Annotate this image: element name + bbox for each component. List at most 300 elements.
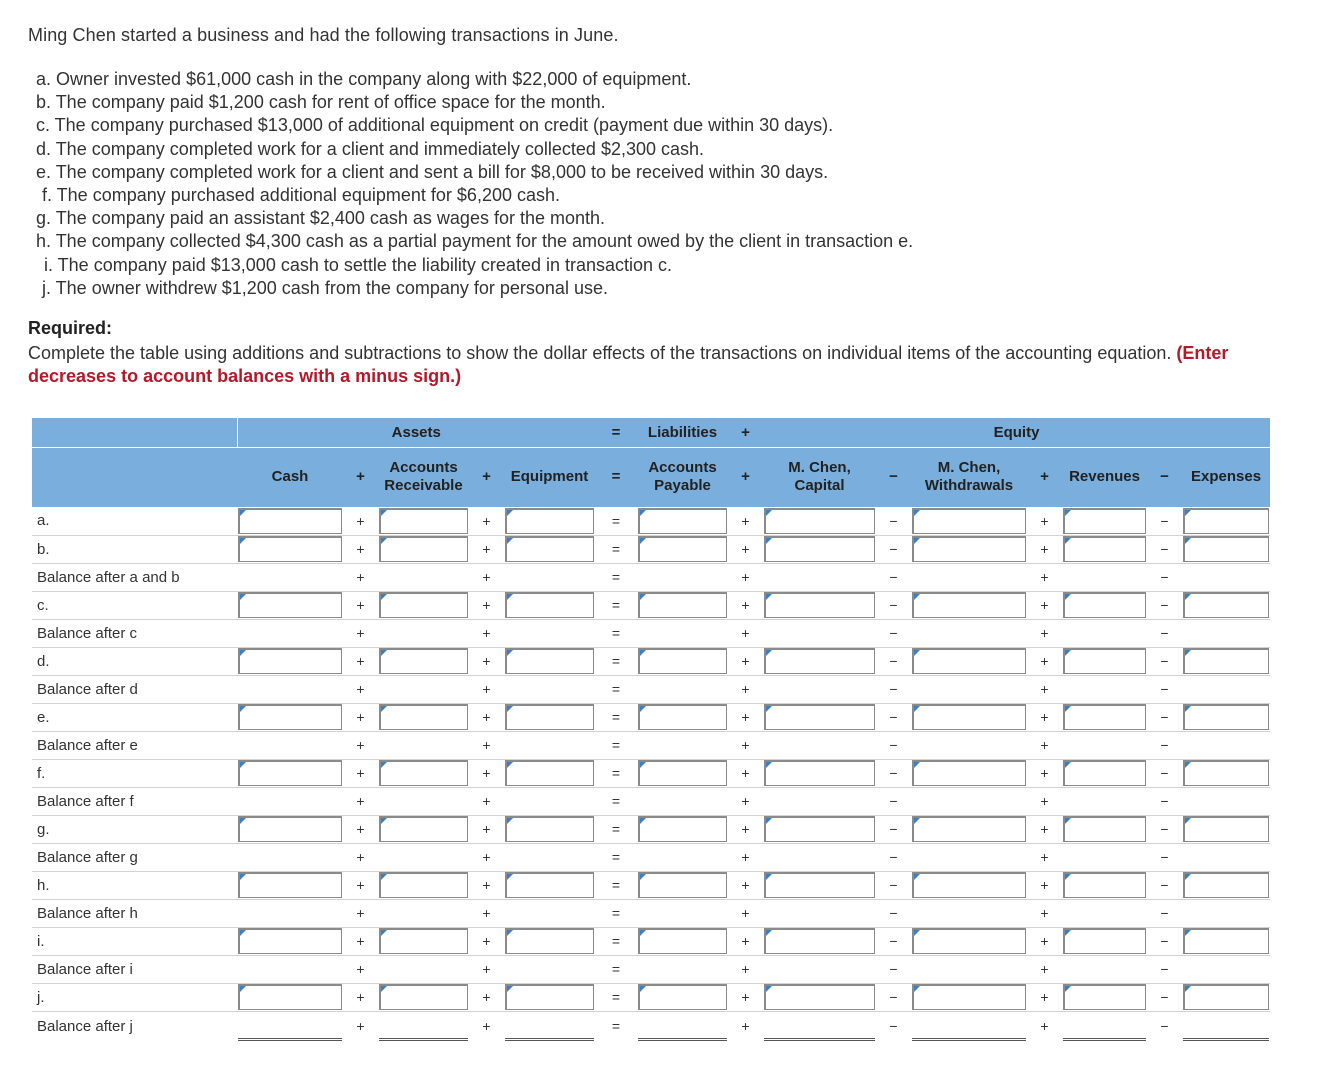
header-blank <box>32 418 237 447</box>
ap-cell <box>637 591 728 619</box>
equipment-input[interactable] <box>505 984 594 1010</box>
withdrawals-balance <box>912 788 1026 814</box>
expenses-input[interactable] <box>1183 536 1269 562</box>
equipment-cell <box>504 955 595 983</box>
expenses-input[interactable] <box>1183 816 1269 842</box>
assets-header: Assets <box>237 418 595 447</box>
ap-cell <box>637 927 728 955</box>
operator-symbol: + <box>1027 535 1062 563</box>
expenses-cell <box>1182 927 1270 955</box>
expenses-input[interactable] <box>1183 508 1269 534</box>
operator-symbol: + <box>469 675 504 703</box>
ar-balance <box>379 956 468 982</box>
operator-symbol: − <box>1147 983 1182 1011</box>
operator-symbol: = <box>595 899 637 927</box>
expenses-balance <box>1183 620 1269 646</box>
expenses-balance <box>1183 956 1269 982</box>
operator-symbol: = <box>595 927 637 955</box>
capital-input[interactable] <box>764 648 875 674</box>
capital-cell <box>763 983 876 1011</box>
operator-symbol: + <box>343 507 378 535</box>
revenues-balance <box>1063 956 1146 982</box>
operator-symbol: + <box>469 535 504 563</box>
row-label: c. <box>32 591 237 619</box>
capital-cell <box>763 535 876 563</box>
ap-balance <box>638 1012 727 1041</box>
capital-cell <box>763 731 876 759</box>
equipment-cell <box>504 787 595 815</box>
revenues-input[interactable] <box>1063 536 1146 562</box>
capital-cell <box>763 1011 876 1041</box>
withdrawals-input[interactable] <box>912 592 1026 618</box>
cash-input[interactable] <box>238 760 342 786</box>
transaction-list <box>36 68 913 300</box>
equipment-balance <box>505 1012 594 1041</box>
cash-balance <box>238 1012 342 1041</box>
ap-input[interactable] <box>638 592 727 618</box>
revenues-input[interactable] <box>1063 928 1146 954</box>
operator-symbol: = <box>595 983 637 1011</box>
withdrawals-input[interactable] <box>912 984 1026 1010</box>
operator-symbol: = <box>595 731 637 759</box>
operator-symbol: − <box>876 647 911 675</box>
operator-symbol: = <box>595 815 637 843</box>
ar-input[interactable] <box>379 648 468 674</box>
ar-input[interactable] <box>379 872 468 898</box>
ap-input[interactable] <box>638 816 727 842</box>
operator-symbol: + <box>728 843 763 871</box>
operator-symbol: + <box>343 927 378 955</box>
operator-symbol: − <box>876 787 911 815</box>
transaction-item: f. The company purchased additional equipment for $6,200 cash. <box>42 185 561 206</box>
equipment-input[interactable] <box>505 928 594 954</box>
withdrawals-input[interactable] <box>912 648 1026 674</box>
ap-input[interactable] <box>638 508 727 534</box>
operator-symbol: − <box>876 815 911 843</box>
operator-symbol: + <box>469 871 504 899</box>
operator-symbol: + <box>728 619 763 647</box>
row-label: Balance after g <box>32 843 237 871</box>
revenues-cell <box>1062 619 1147 647</box>
capital-cell <box>763 591 876 619</box>
revenues-cell <box>1062 759 1147 787</box>
expenses-cell <box>1182 619 1270 647</box>
expenses-cell <box>1182 535 1270 563</box>
operator-symbol: + <box>343 759 378 787</box>
equipment-input[interactable] <box>505 648 594 674</box>
row-label: Balance after d <box>32 675 237 703</box>
ar-cell <box>378 955 469 983</box>
revenues-balance <box>1063 900 1146 926</box>
revenues-cell <box>1062 563 1147 591</box>
operator-symbol: + <box>343 983 378 1011</box>
operator-symbol: + <box>469 759 504 787</box>
ar-header: Accounts Receivable <box>378 447 469 507</box>
revenues-cell <box>1062 591 1147 619</box>
equipment-cell <box>504 759 595 787</box>
operator-symbol: + <box>728 759 763 787</box>
operator-symbol: − <box>876 871 911 899</box>
withdrawals-cell <box>911 899 1027 927</box>
operator-symbol: + <box>469 619 504 647</box>
header-blank <box>32 447 237 507</box>
ar-cell <box>378 563 469 591</box>
ar-cell <box>378 619 469 647</box>
ap-input[interactable] <box>638 704 727 730</box>
operator-symbol: + <box>728 927 763 955</box>
withdrawals-input[interactable] <box>912 508 1026 534</box>
ap-balance <box>638 620 727 646</box>
cash-cell <box>237 1011 343 1041</box>
expenses-cell <box>1182 703 1270 731</box>
cash-input[interactable] <box>238 928 342 954</box>
ap-cell <box>637 899 728 927</box>
revenues-input[interactable] <box>1063 704 1146 730</box>
operator-symbol: + <box>728 871 763 899</box>
cash-input[interactable] <box>238 816 342 842</box>
expenses-balance <box>1183 788 1269 814</box>
capital-cell <box>763 759 876 787</box>
expenses-input[interactable] <box>1183 984 1269 1010</box>
operator-symbol: − <box>876 591 911 619</box>
cash-balance <box>238 788 342 814</box>
operator-symbol: − <box>876 535 911 563</box>
ap-input[interactable] <box>638 536 727 562</box>
row-label: j. <box>32 983 237 1011</box>
expenses-cell <box>1182 815 1270 843</box>
withdrawals-cell <box>911 675 1027 703</box>
transaction-item: i. The company paid $13,000 cash to settle the liability created in transaction c. <box>44 254 673 275</box>
operator-symbol: − <box>1147 591 1182 619</box>
transaction-row <box>32 759 1270 787</box>
cash-input[interactable] <box>238 984 342 1010</box>
expenses-cell <box>1182 647 1270 675</box>
transaction-row <box>32 871 1270 899</box>
operator-symbol: − <box>876 927 911 955</box>
capital-balance <box>764 1012 875 1041</box>
equipment-balance <box>505 676 594 702</box>
capital-input[interactable] <box>764 760 875 786</box>
operator-symbol: = <box>595 675 637 703</box>
ap-balance <box>638 900 727 926</box>
expenses-input[interactable] <box>1183 704 1269 730</box>
equipment-input[interactable] <box>505 704 594 730</box>
equipment-input[interactable] <box>505 872 594 898</box>
withdrawals-input[interactable] <box>912 816 1026 842</box>
operator-symbol: + <box>343 703 378 731</box>
capital-input[interactable] <box>764 592 875 618</box>
capital-input[interactable] <box>764 984 875 1010</box>
ar-input[interactable] <box>379 508 468 534</box>
withdrawals-balance <box>912 564 1026 590</box>
expenses-input[interactable] <box>1183 872 1269 898</box>
revenues-cell <box>1062 899 1147 927</box>
operator-symbol: + <box>343 619 378 647</box>
equipment-cell <box>504 843 595 871</box>
operator-symbol: − <box>1147 703 1182 731</box>
ap-input[interactable] <box>638 984 727 1010</box>
ap-input[interactable] <box>638 648 727 674</box>
transaction-item: g. The company paid an assistant $2,400 cash as wages for the month. <box>36 208 606 229</box>
ap-cell <box>637 563 728 591</box>
ar-input[interactable] <box>379 760 468 786</box>
ar-input[interactable] <box>379 592 468 618</box>
expenses-cell <box>1182 731 1270 759</box>
operator-symbol: + <box>1027 591 1062 619</box>
required-instructions <box>28 342 1238 388</box>
equipment-balance <box>505 844 594 870</box>
withdrawals-cell <box>911 563 1027 591</box>
cash-input[interactable] <box>238 536 342 562</box>
transaction-item: d. The company completed work for a client and immediately collected $2,300 cash. <box>36 138 705 159</box>
row-label: b. <box>32 535 237 563</box>
operator-symbol: + <box>1027 983 1062 1011</box>
operator-symbol: = <box>595 871 637 899</box>
operator-symbol: − <box>1147 955 1182 983</box>
ar-balance <box>379 788 468 814</box>
withdrawals-input[interactable] <box>912 704 1026 730</box>
equipment-balance <box>505 788 594 814</box>
ar-input[interactable] <box>379 704 468 730</box>
ap-cell <box>637 955 728 983</box>
capital-input[interactable] <box>764 928 875 954</box>
balance-row <box>32 619 1270 647</box>
operator-symbol: − <box>1147 675 1182 703</box>
cash-cell <box>237 843 343 871</box>
operator-symbol: + <box>728 703 763 731</box>
equals-header: = <box>595 418 637 447</box>
withdrawals-cell <box>911 731 1027 759</box>
operator-symbol: − <box>1147 843 1182 871</box>
operator-symbol: + <box>343 535 378 563</box>
balance-row <box>32 563 1270 591</box>
operator-symbol: − <box>876 563 911 591</box>
equipment-input[interactable] <box>505 536 594 562</box>
capital-cell <box>763 815 876 843</box>
equipment-header: Equipment <box>504 447 595 507</box>
operator-symbol: − <box>876 843 911 871</box>
capital-input[interactable] <box>764 536 875 562</box>
operator-symbol: − <box>876 731 911 759</box>
revenues-input[interactable] <box>1063 508 1146 534</box>
transaction-row <box>32 507 1270 535</box>
balance-row <box>32 843 1270 871</box>
cash-cell <box>237 647 343 675</box>
operator-symbol: − <box>1147 563 1182 591</box>
operator-symbol: + <box>1027 1011 1062 1041</box>
ap-cell <box>637 535 728 563</box>
ap-balance <box>638 676 727 702</box>
operator-symbol: + <box>469 787 504 815</box>
ap-input[interactable] <box>638 760 727 786</box>
transaction-item: h. The company collected $4,300 cash as a partial payment for the amount owed by the client in transaction e. <box>36 231 914 252</box>
withdrawals-input[interactable] <box>912 536 1026 562</box>
capital-input[interactable] <box>764 704 875 730</box>
transaction-row <box>32 927 1270 955</box>
expenses-input[interactable] <box>1183 592 1269 618</box>
expenses-header: Expenses <box>1182 447 1270 507</box>
revenues-input[interactable] <box>1063 592 1146 618</box>
equipment-input[interactable] <box>505 508 594 534</box>
expenses-input[interactable] <box>1183 648 1269 674</box>
ap-cell <box>637 675 728 703</box>
revenues-cell <box>1062 927 1147 955</box>
equipment-cell <box>504 507 595 535</box>
row-label: e. <box>32 703 237 731</box>
withdrawals-cell <box>911 619 1027 647</box>
row-label: d. <box>32 647 237 675</box>
operator-symbol: + <box>1027 899 1062 927</box>
withdrawals-balance <box>912 732 1026 758</box>
cash-input[interactable] <box>238 508 342 534</box>
equipment-input[interactable] <box>505 760 594 786</box>
operator-symbol: + <box>469 815 504 843</box>
withdrawals-input[interactable] <box>912 760 1026 786</box>
ap-input[interactable] <box>638 928 727 954</box>
operator-symbol: + <box>1027 731 1062 759</box>
withdrawals-input[interactable] <box>912 928 1026 954</box>
operator-symbol: + <box>343 1011 378 1041</box>
transaction-item: c. The company purchased $13,000 of additional equipment on credit (payment due within 30 days). <box>36 115 834 136</box>
operator-symbol: + <box>343 955 378 983</box>
column-header-row <box>32 447 1270 507</box>
revenues-balance <box>1063 676 1146 702</box>
revenues-input[interactable] <box>1063 984 1146 1010</box>
withdrawals-input[interactable] <box>912 872 1026 898</box>
ap-cell <box>637 507 728 535</box>
equipment-cell <box>504 899 595 927</box>
operator-symbol: − <box>876 1011 911 1041</box>
capital-header: M. Chen, Capital <box>763 447 876 507</box>
ap-header: Accounts Payable <box>637 447 728 507</box>
withdrawals-cell <box>911 647 1027 675</box>
operator-symbol: + <box>343 563 378 591</box>
withdrawals-cell <box>911 535 1027 563</box>
operator-symbol: − <box>876 507 911 535</box>
row-label: h. <box>32 871 237 899</box>
equipment-cell <box>504 647 595 675</box>
ar-balance <box>379 900 468 926</box>
operator-symbol: + <box>469 591 504 619</box>
ar-balance <box>379 1012 468 1041</box>
operator-symbol: + <box>728 591 763 619</box>
capital-input[interactable] <box>764 816 875 842</box>
operator-symbol: + <box>343 899 378 927</box>
ar-cell <box>378 843 469 871</box>
ar-cell <box>378 675 469 703</box>
ap-cell <box>637 843 728 871</box>
operator-symbol: = <box>595 507 637 535</box>
revenues-cell <box>1062 535 1147 563</box>
operator-symbol: = <box>595 843 637 871</box>
capital-cell <box>763 675 876 703</box>
equipment-cell <box>504 731 595 759</box>
capital-cell <box>763 955 876 983</box>
expenses-balance <box>1183 564 1269 590</box>
cash-cell <box>237 731 343 759</box>
ar-input[interactable] <box>379 984 468 1010</box>
expenses-input[interactable] <box>1183 760 1269 786</box>
cash-cell <box>237 619 343 647</box>
cash-input[interactable] <box>238 872 342 898</box>
operator-header: − <box>1147 447 1182 507</box>
ar-cell <box>378 787 469 815</box>
revenues-cell <box>1062 983 1147 1011</box>
expenses-cell <box>1182 591 1270 619</box>
cash-cell <box>237 983 343 1011</box>
ar-cell <box>378 1011 469 1041</box>
transaction-row <box>32 647 1270 675</box>
revenues-cell <box>1062 871 1147 899</box>
capital-cell <box>763 899 876 927</box>
ap-balance <box>638 956 727 982</box>
row-label: Balance after h <box>32 899 237 927</box>
equipment-cell <box>504 703 595 731</box>
equipment-balance <box>505 732 594 758</box>
revenues-input[interactable] <box>1063 816 1146 842</box>
transaction-item: e. The company completed work for a client and sent a bill for $8,000 to be received within 30 days. <box>36 161 829 182</box>
required-text: Complete the table using additions and subtractions to show the dollar effects of the transactions on individual items of the accounting equation. <box>28 343 1172 363</box>
operator-symbol: + <box>343 647 378 675</box>
revenues-balance <box>1063 732 1146 758</box>
revenues-input[interactable] <box>1063 872 1146 898</box>
expenses-input[interactable] <box>1183 928 1269 954</box>
expenses-cell <box>1182 983 1270 1011</box>
ar-cell <box>378 899 469 927</box>
ar-input[interactable] <box>379 928 468 954</box>
withdrawals-balance <box>912 676 1026 702</box>
withdrawals-cell <box>911 927 1027 955</box>
cash-input[interactable] <box>238 704 342 730</box>
expenses-balance <box>1183 900 1269 926</box>
operator-symbol: + <box>728 955 763 983</box>
operator-header: + <box>469 447 504 507</box>
operator-symbol: + <box>469 843 504 871</box>
ar-cell <box>378 535 469 563</box>
operator-symbol: − <box>1147 787 1182 815</box>
operator-symbol: + <box>1027 563 1062 591</box>
equipment-input[interactable] <box>505 592 594 618</box>
ar-cell <box>378 871 469 899</box>
ap-input[interactable] <box>638 872 727 898</box>
expenses-cell <box>1182 899 1270 927</box>
revenues-input[interactable] <box>1063 648 1146 674</box>
ar-input[interactable] <box>379 536 468 562</box>
cash-input[interactable] <box>238 648 342 674</box>
capital-balance <box>764 900 875 926</box>
equipment-input[interactable] <box>505 816 594 842</box>
group-header-row <box>32 418 1270 447</box>
operator-symbol: + <box>728 563 763 591</box>
operator-symbol: = <box>595 787 637 815</box>
cash-input[interactable] <box>238 592 342 618</box>
operator-symbol: − <box>1147 1011 1182 1041</box>
capital-input[interactable] <box>764 872 875 898</box>
operator-header: + <box>1027 447 1062 507</box>
equipment-cell <box>504 1011 595 1041</box>
revenues-cell <box>1062 815 1147 843</box>
row-label: Balance after e <box>32 731 237 759</box>
capital-input[interactable] <box>764 508 875 534</box>
ar-input[interactable] <box>379 816 468 842</box>
operator-symbol: = <box>595 703 637 731</box>
ar-cell <box>378 647 469 675</box>
operator-symbol: + <box>728 535 763 563</box>
revenues-input[interactable] <box>1063 760 1146 786</box>
operator-symbol: + <box>728 675 763 703</box>
withdrawals-cell <box>911 871 1027 899</box>
operator-symbol: + <box>343 815 378 843</box>
